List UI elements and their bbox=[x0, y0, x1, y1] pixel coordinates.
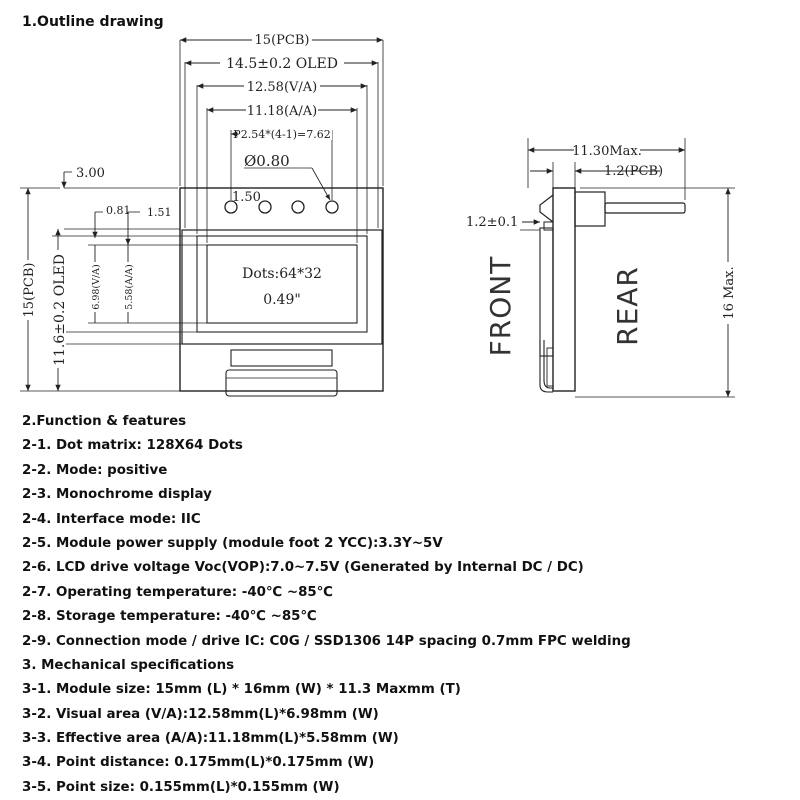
dim-side-height: 16 Max. bbox=[722, 266, 737, 320]
side-glass bbox=[540, 228, 553, 356]
spec-section-function: 2.Function & features bbox=[22, 414, 187, 429]
dim-side-pcb: 1.2(PCB) bbox=[604, 164, 664, 179]
dim-left-offset-a: 0.81 bbox=[106, 204, 131, 217]
pin-hole-3 bbox=[292, 201, 304, 213]
dim-aa-width: 11.18(A/A) bbox=[246, 104, 318, 119]
spec-power-supply: 2-5. Module power supply (module foot 2 YCC):3.3Y~5V bbox=[22, 535, 443, 551]
specifications-list bbox=[22, 410, 792, 800]
front-view bbox=[20, 31, 383, 396]
spec-visual-area: 3-2. Visual area (V/A):12.58mm(L)*6.98mm (W) bbox=[22, 706, 379, 722]
fpc-lower bbox=[226, 370, 337, 396]
dim-pcb-width: 15(PCB) bbox=[254, 33, 310, 48]
screen-dots-label: Dots:64*32 bbox=[242, 266, 322, 282]
dim-pin-pitch: P2.54*(4-1)=7.62 bbox=[233, 128, 331, 141]
dim-hole-diameter: Ø0.80 bbox=[244, 152, 290, 170]
spec-display-type: 2-3. Monochrome display bbox=[22, 487, 212, 503]
dim-va-width: 12.58(V/A) bbox=[246, 80, 318, 95]
side-header-pin bbox=[605, 203, 685, 213]
front-label: FRONT bbox=[484, 255, 517, 357]
visible-area bbox=[197, 236, 367, 332]
oled-glass bbox=[182, 230, 382, 344]
spec-operating-temp: 2-7. Operating temperature: -40℃ ~85℃ bbox=[22, 584, 333, 600]
dim-pcb-height: 15(PCB) bbox=[22, 262, 37, 318]
spec-drive-voltage: 2-6. LCD drive voltage Voc(VOP):7.0~7.5V (Generated by Internal DC / DC) bbox=[22, 560, 584, 576]
pcb-outline bbox=[180, 188, 383, 391]
spec-module-size: 3-1. Module size: 15mm (L) * 16mm (W) * 11.3 Maxmm (T) bbox=[22, 682, 461, 698]
screen-size-label: 0.49" bbox=[263, 292, 301, 308]
spec-point-size: 3-5. Point size: 0.155mm(L)*0.155mm (W) bbox=[22, 779, 340, 795]
side-view bbox=[466, 138, 737, 397]
dim-pin-offset: 1.50 bbox=[232, 190, 261, 205]
dim-aa-height: 5.58(A/A) bbox=[124, 264, 135, 310]
spec-storage-temp: 2-8. Storage temperature: -40℃ ~85℃ bbox=[22, 609, 317, 625]
spec-dot-matrix: 2-1. Dot matrix: 128X64 Dots bbox=[22, 438, 243, 454]
dim-side-tol: 1.2±0.1 bbox=[466, 215, 519, 230]
dim-left-offset-b: 1.51 bbox=[147, 206, 172, 219]
spec-point-distance: 3-4. Point distance: 0.175mm(L)*0.175mm (W) bbox=[22, 755, 375, 771]
dim-va-height: 6.98(V/A) bbox=[91, 264, 102, 310]
pin-hole-4 bbox=[326, 201, 338, 213]
dim-top-offset: 3.00 bbox=[76, 166, 105, 181]
active-area bbox=[207, 245, 357, 323]
spec-mode: 2-2. Mode: positive bbox=[22, 462, 168, 478]
fpc-upper bbox=[231, 350, 332, 366]
spec-section-mechanical: 3. Mechanical specifications bbox=[22, 657, 235, 673]
rear-label: REAR bbox=[611, 266, 644, 346]
side-header-block bbox=[575, 192, 605, 226]
spec-interface: 2-4. Interface mode: IIC bbox=[22, 511, 201, 527]
dim-side-max: 11.30Max. bbox=[572, 144, 642, 159]
dim-oled-width: 14.5±0.2 OLED bbox=[226, 56, 338, 72]
outline-title: 1.Outline drawing bbox=[22, 14, 164, 30]
spec-effective-area: 3-3. Effective area (A/A):11.18mm(L)*5.58mm (W) bbox=[22, 731, 399, 747]
side-pcb bbox=[553, 188, 575, 391]
spec-connection: 2-9. Connection mode / drive IC: C0G / SSD1306 14P spacing 0.7mm FPC welding bbox=[22, 633, 631, 649]
dim-oled-height: 11.6±0.2 OLED bbox=[52, 254, 68, 366]
